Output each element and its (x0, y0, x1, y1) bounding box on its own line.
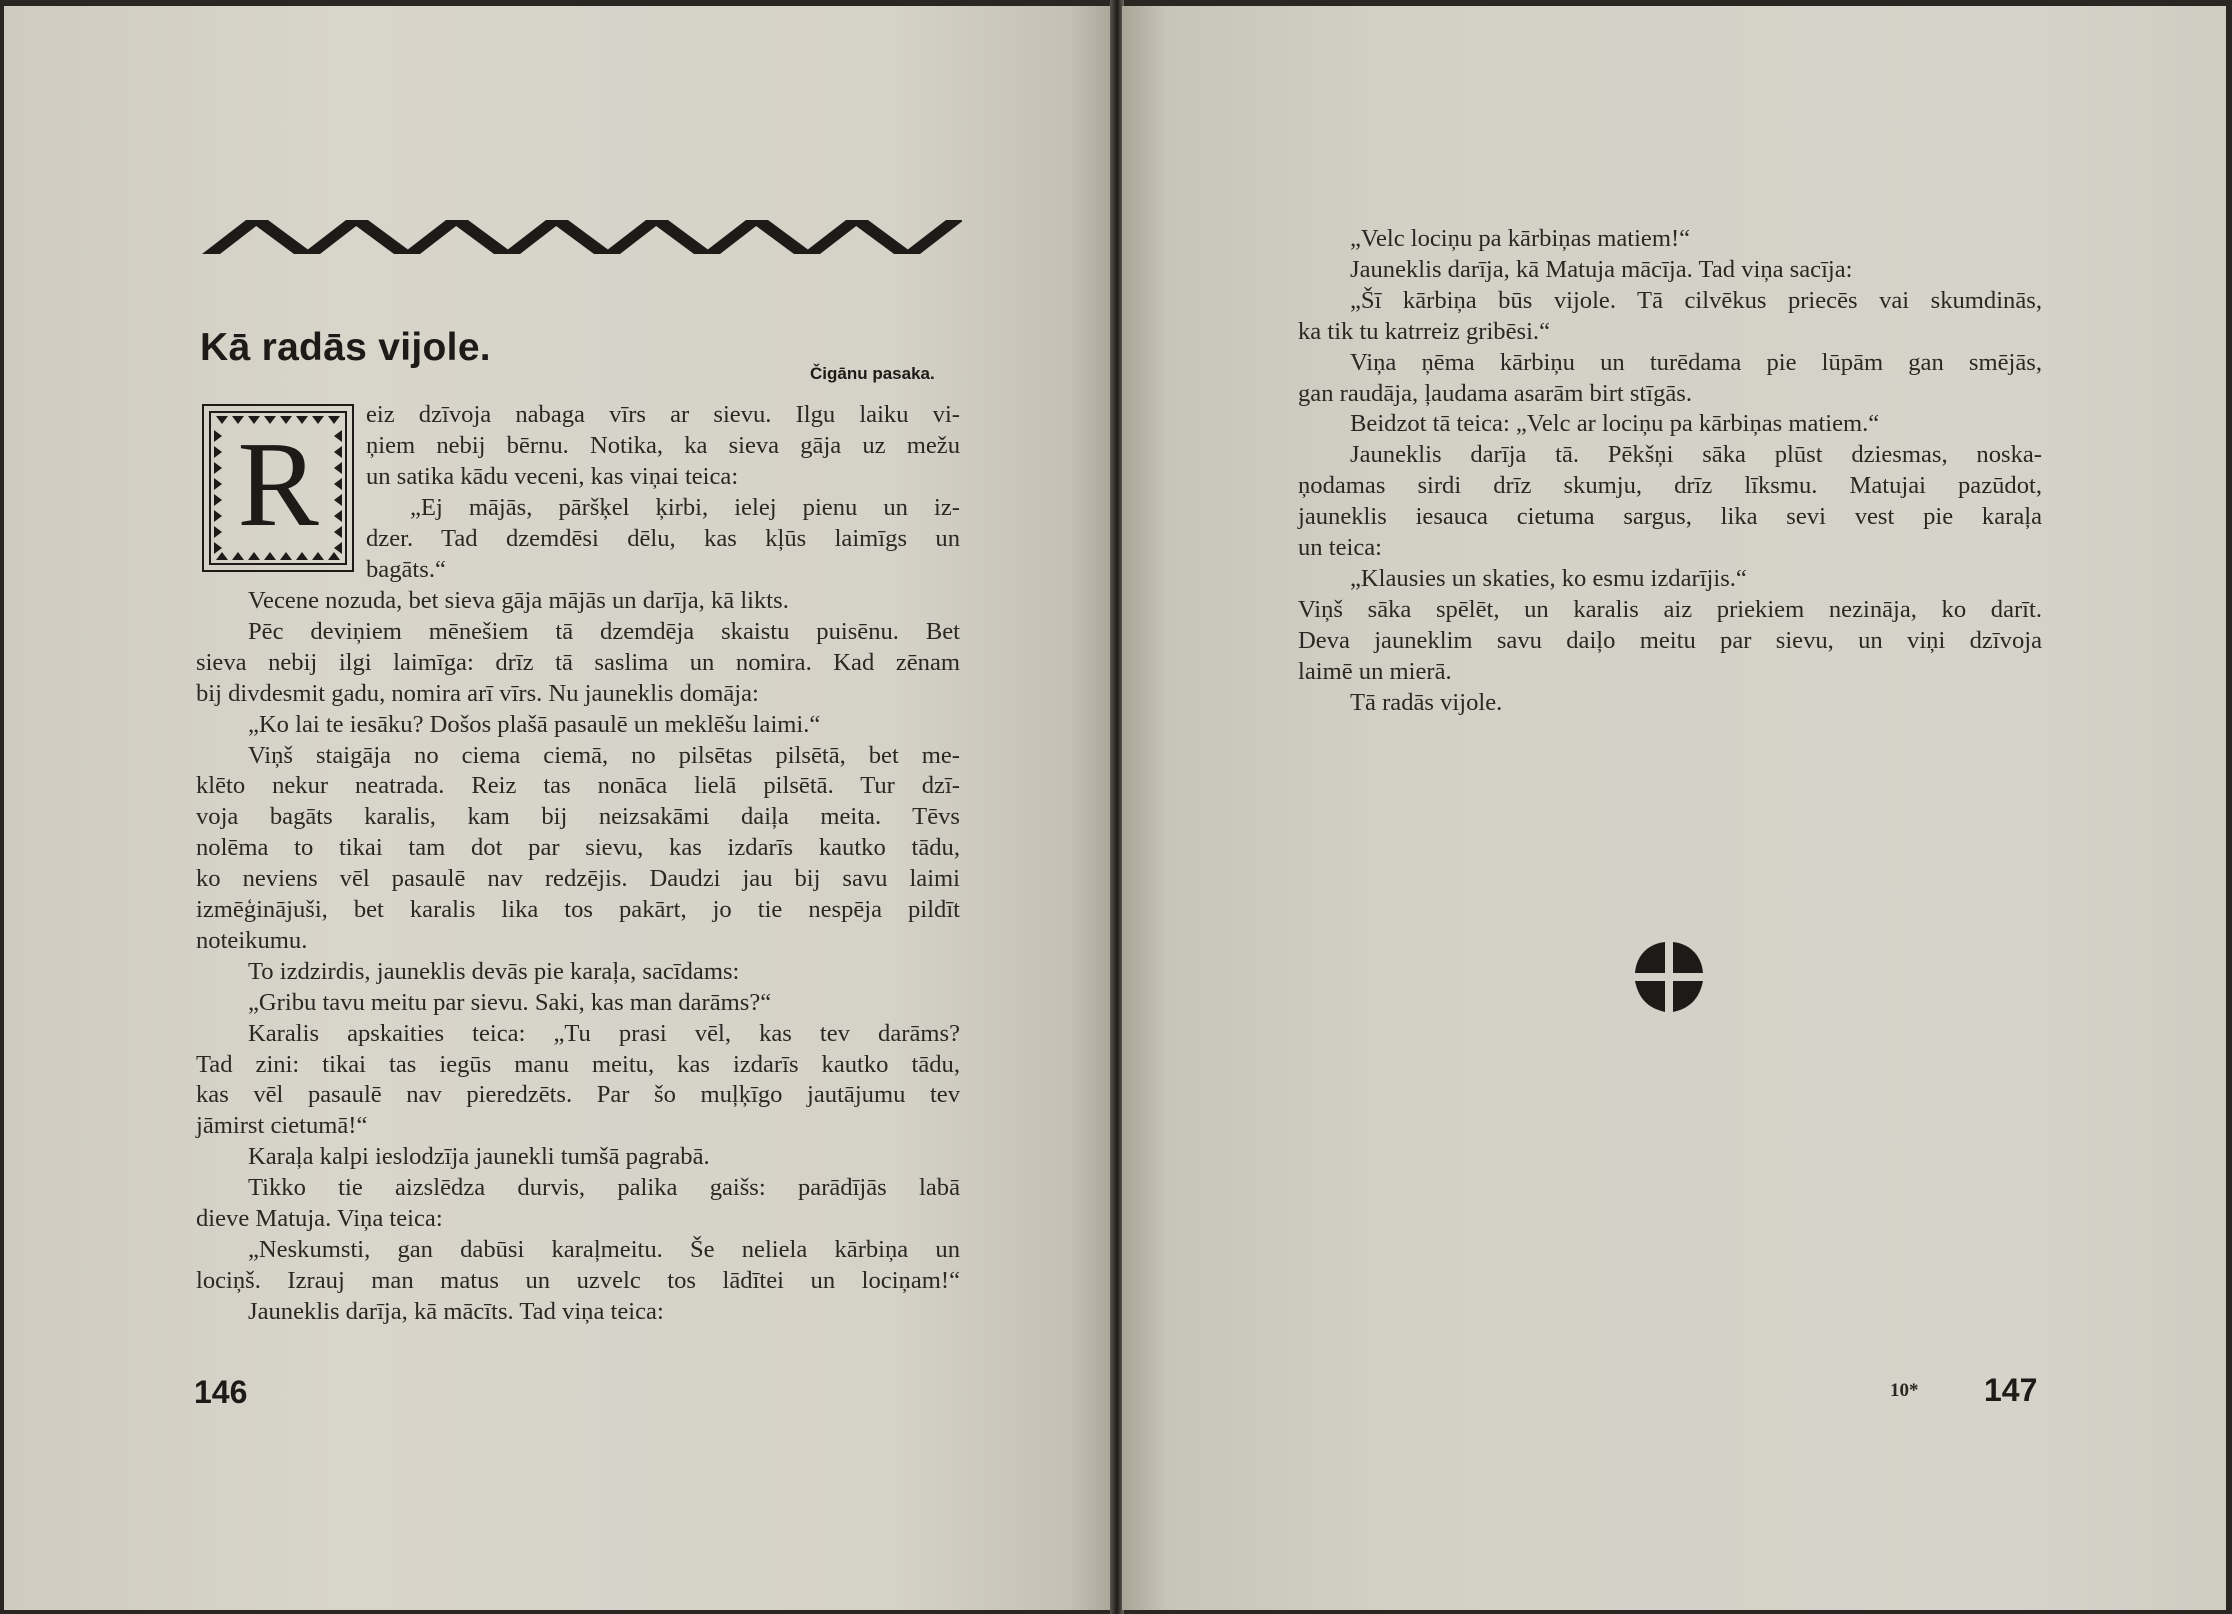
left-page-text-line: „Neskumsti, gan dabūsi karaļmeitu. Še neliela kārbiņa un (248, 1235, 960, 1263)
left-page-text-line: Vecene nozuda, bet sieva gāja mājās un darīja, kā likts. (248, 587, 789, 614)
left-page-text-line: Viņš staigāja no ciema ciemā, no pilsētas pilsētā, bet me- (248, 741, 960, 769)
right-page-text-line: „Velc lociņu pa kārbiņas matiem!“ (1350, 225, 1691, 252)
right-page-text-line: ņodamas sirdi drīz skumju, drīz līksmu. Matujai pazūdot, (1298, 472, 2042, 500)
left-page-text-line: klēto nekur neatrada. Reiz tas nonāca lielā pilsētā. Tur dzī- (196, 772, 960, 800)
left-page-text-line: To izdzirdis, jauneklis devās pie karaļa, sacīdams: (248, 957, 740, 985)
left-page-text-line: dzer. Tad dzemdēsi dēlu, kas kļūs laimīgs un (366, 525, 960, 552)
left-page (4, 6, 1114, 1610)
left-page-text-line: Jauneklis darīja, kā mācīts. Tad viņa teica: (248, 1297, 664, 1325)
left-page-text-line: Karaļa kalpi ieslodzīja jaunekli tumšā pagrabā. (248, 1143, 710, 1171)
drop-cap-letter: R (237, 417, 319, 552)
page-number-left: 146 (194, 1374, 248, 1410)
story-title: Kā radās vijole. (200, 326, 491, 369)
left-page-text-line: bagāts.“ (366, 556, 446, 583)
left-page-text-line: voja bagāts karalis, kam bij neizsakāmi daiļa meita. Tēvs (196, 803, 960, 831)
left-page-text-line: un satika kādu veceni, kas viņai teica: (366, 463, 739, 490)
right-page-text-line: un teica: (1298, 534, 1382, 561)
right-page-text-line: „Klausies un skaties, ko esmu izdarījis.“ (1350, 564, 1747, 592)
left-page-text-line: „Ej mājās, pāršķel ķirbi, ielej pienu un iz- (410, 494, 960, 521)
right-page-text-line: gan raudāja, ļaudama asarām birt stīgās. (1298, 379, 1693, 407)
left-page-text-line: izmēģinājuši, bet karalis lika tos pakārt, jo tie nespēja pildīt (196, 896, 960, 923)
left-page-text-line: Tad zini: tikai tas iegūs manu meitu, kas izdarīs kautko tādu, (196, 1050, 960, 1078)
story-subtitle: Čigānu pasaka. (810, 364, 935, 383)
right-page-text-line: „Šī kārbiņa būs vijole. Tā cilvēkus priecēs vai skumdinās, (1350, 286, 2042, 314)
left-page-text-line: lociņš. Izrauj man matus un uzvelc tos lādītei un lociņam!“ (196, 1266, 960, 1294)
left-page-text-line: nolēma to tikai tam dot par sievu, kas izdarīs kautko tādu, (196, 834, 960, 862)
right-page-text-line: Viņš sāka spēlēt, un karalis aiz priekiem nezināja, ko darīt. (1298, 595, 2042, 623)
right-page-text-line: jauneklis iesauca cietuma sargus, lika sevi vest pie karaļa (1298, 503, 2042, 531)
right-page-text-line: Viņa ņēma kārbiņu un turēdama pie lūpām gan smējās, (1350, 348, 2042, 376)
right-page-text-line: laimē un mierā. (1298, 657, 1452, 685)
left-page-text-line: Tikko tie aizslēdza durvis, palika gaišs: parādījās labā (248, 1174, 960, 1202)
left-page-text-line: jāmirst cietumā!“ (196, 1112, 368, 1140)
left-page-text-line: ko neviens vēl pasaulē nav redzējis. Daudzi jau bij savu laimi (196, 865, 960, 893)
left-page-text-line: Karalis apskaities teica: „Tu prasi vēl, kas tev darāms? (248, 1019, 960, 1047)
right-page-text-line: Jauneklis darīja tā. Pēkšņi sāka plūst dziesmas, noska- (1350, 441, 2042, 469)
page-number-right: 147 (1984, 1372, 2038, 1408)
left-page-text-line: kas vēl pasaulē nav pieredzēts. Par šo muļķīgo jautājumu tev (196, 1081, 960, 1109)
right-page-text-line: Jauneklis darīja, kā Matuja mācīja. Tad viņa sacīja: (1350, 255, 1853, 283)
right-page-text-line: ka tik tu katrreiz gribēsi.“ (1298, 317, 1550, 345)
left-page-text-line: bij divdesmit gadu, nomira arī vīrs. Nu jauneklis domāja: (196, 679, 759, 707)
printer-signature-mark: 10* (1890, 1380, 1919, 1401)
left-page-text-line: sieva nebij ilgi laimīga: drīz tā saslima un nomira. Kad zēnam (196, 648, 960, 676)
left-page-text-line: „Ko lai te iesāku? Došos plašā pasaulē un meklēšu laimi.“ (248, 710, 821, 738)
right-page-text-line: Deva jauneklim savu daiļo meitu par sievu, un viņi dzīvoja (1298, 626, 2042, 654)
left-page-text-line: noteikumu. (196, 926, 308, 954)
right-page-text-line: Tā radās vijole. (1350, 688, 1503, 716)
drop-cap-frame (202, 404, 354, 572)
zigzag-ornament (202, 218, 962, 256)
right-page-text-line: Beidzot tā teica: „Velc ar lociņu pa kārbiņas matiem.“ (1350, 410, 1880, 438)
right-page (1122, 6, 2226, 1610)
left-page-text-line: dieve Matuja. Viņa teica: (196, 1205, 443, 1232)
left-page-text-line: eiz dzīvoja nabaga vīrs ar sievu. Ilgu laiku vi- (366, 401, 960, 428)
left-page-text-line: ņiem nebij bērnu. Notika, ka sieva gāja uz mežu (366, 432, 960, 459)
left-page-text-line: Pēc deviņiem mēnešiem tā dzemdēja skaistu puisēnu. Bet (248, 617, 960, 645)
left-page-text-line: „Gribu tavu meitu par sievu. Saki, kas man darāms?“ (248, 988, 772, 1016)
cross-ornament-icon (1632, 938, 1706, 1016)
